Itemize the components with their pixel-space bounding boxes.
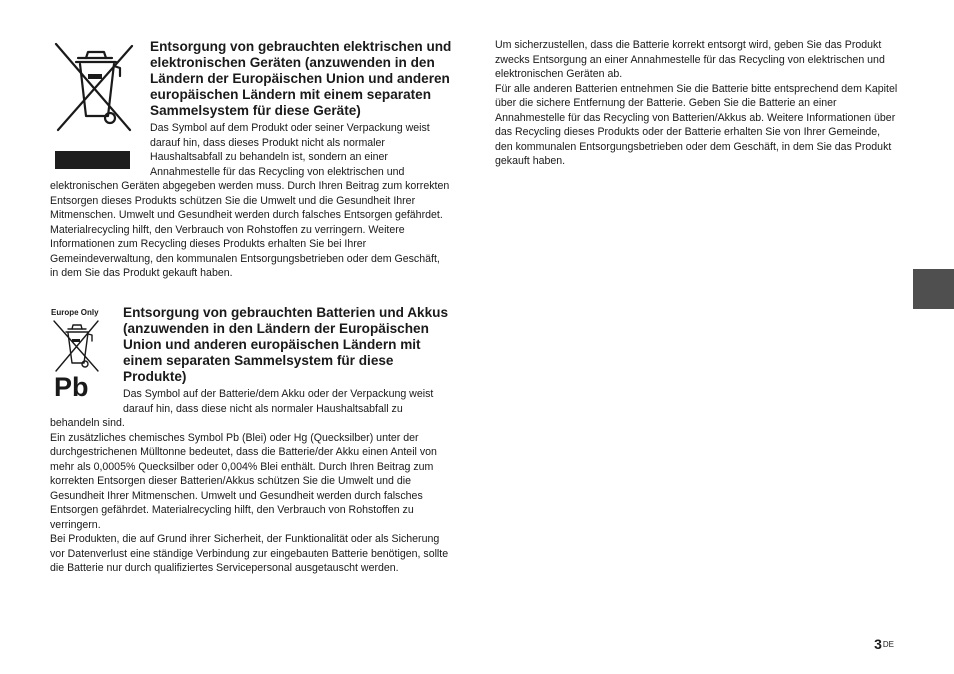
- weee-body-block: [50, 121, 450, 281]
- weee-body-text: Das Symbol auf dem Produkt oder seiner Verpackung weist darauf hin, dass dieses Produkt nicht als normaler Haushaltsabfall zu behandeln ist, sondern an einer Annahmestelle für das Recycling von elektrischen und elektronischen Geräten abgegeben werden muss. Durch Ihren Beitrag zum korrekten Entsorgen dieses Produkts schützen Sie die Umwelt und die Gesundheit Ihrer Mitmenschen. Umwelt und Gesundheit werden durch falsches Entsorgen gefährdet. Materialrecycling hilft, den Verbrauch von Rohstoffen zu verringern. Weitere Informationen zum Recycling dieses Produkts erhalten Sie bei Ihrer Gemeindeverwaltung, den kommunalen Entsorgungsbetrieben oder dem Geschäft, in dem Sie das Produkt gekauft haben.: [50, 122, 450, 279]
- battery-paragraph: Das Symbol auf der Batterie/dem Akku oder der Verpackung weist darauf hin, dass diese nicht als normaler Haushaltsabfall zu behandeln sind.: [50, 388, 434, 429]
- language-code: DE: [882, 640, 894, 649]
- battery-body-block: [50, 387, 450, 576]
- right-column: [495, 38, 900, 169]
- battery-paragraph: Ein zusätzliches chemisches Symbol Pb (Blei) oder Hg (Quecksilber) unter der durchgestrichenen Mülltonne bedeutet, dass die Batterie/der Akku einen Anteil von mehr als 0,0005% Quecksilber oder 0,004% Blei enthält. Durch Ihren Beitrag zum korrekten Entsorgen dieser Batterien/Akkus schützen Sie die Umwelt und die Gesundheit Ihrer Mitmenschen. Umwelt und Gesundheit werden durch falsches Entsorgen gefährdet. Materialrecycling hilft, den Verbrauch von Rohstoffen zu verringern.: [50, 431, 437, 531]
- battery-paragraph: Bei Produkten, die auf Grund ihrer Sicherheit, der Funktionalität oder als Sicherung vor Datenverlust eine ständige Verbindung zur eingebauten Batterie benötigen, sollte die Batterie nur durch qualifiziertes Servicepersonal ausgetauscht werden.: [50, 533, 449, 574]
- section-tab-marker: [913, 269, 954, 309]
- page-number: [874, 636, 894, 652]
- weee-heading: Entsorgung von gebrauchten elektrischen und elektronischen Geräten (anzuwenden in den Ländern der Europäischen Union und anderen europäischen Ländern mit einem separaten Sammelsystem für diese Geräte): [150, 39, 452, 118]
- europe-only-caption: Europe Only: [51, 308, 99, 317]
- right-paragraph: Für alle anderen Batterien entnehmen Sie die Batterie bitte entsprechend dem Kapitel über die sichere Entfernung der Batterie. Geben Sie die Batterie an einer Annahmestelle für das Recycling von Batterien/Akkus ab. Weitere Informationen über das Recycling dieses Produkts oder der Batterie erhalten Sie von Ihrer Gemeinde, den kommunalen Entsorgungsbetrieben oder dem Geschäft, in dem Sie das Produkt gekauft haben.: [495, 82, 898, 167]
- battery-heading: Entsorgung von gebrauchten Batterien und Akkus (anzuwenden in den Ländern der Europäischen Union und anderen europäischen Ländern mit einem separaten Sammelsystem für diese Produkte): [123, 305, 449, 384]
- right-paragraph: Um sicherzustellen, dass die Batterie korrekt entsorgt wird, geben Sie das Produkt zwecks Entsorgung an einer Annahmestelle für das Recycling von elektrischen und elektronischen Geräten ab.: [495, 39, 885, 80]
- page-number-value: 3: [874, 636, 882, 652]
- battery-disposal-icon: [48, 305, 110, 400]
- pb-symbol: Pb: [54, 372, 89, 400]
